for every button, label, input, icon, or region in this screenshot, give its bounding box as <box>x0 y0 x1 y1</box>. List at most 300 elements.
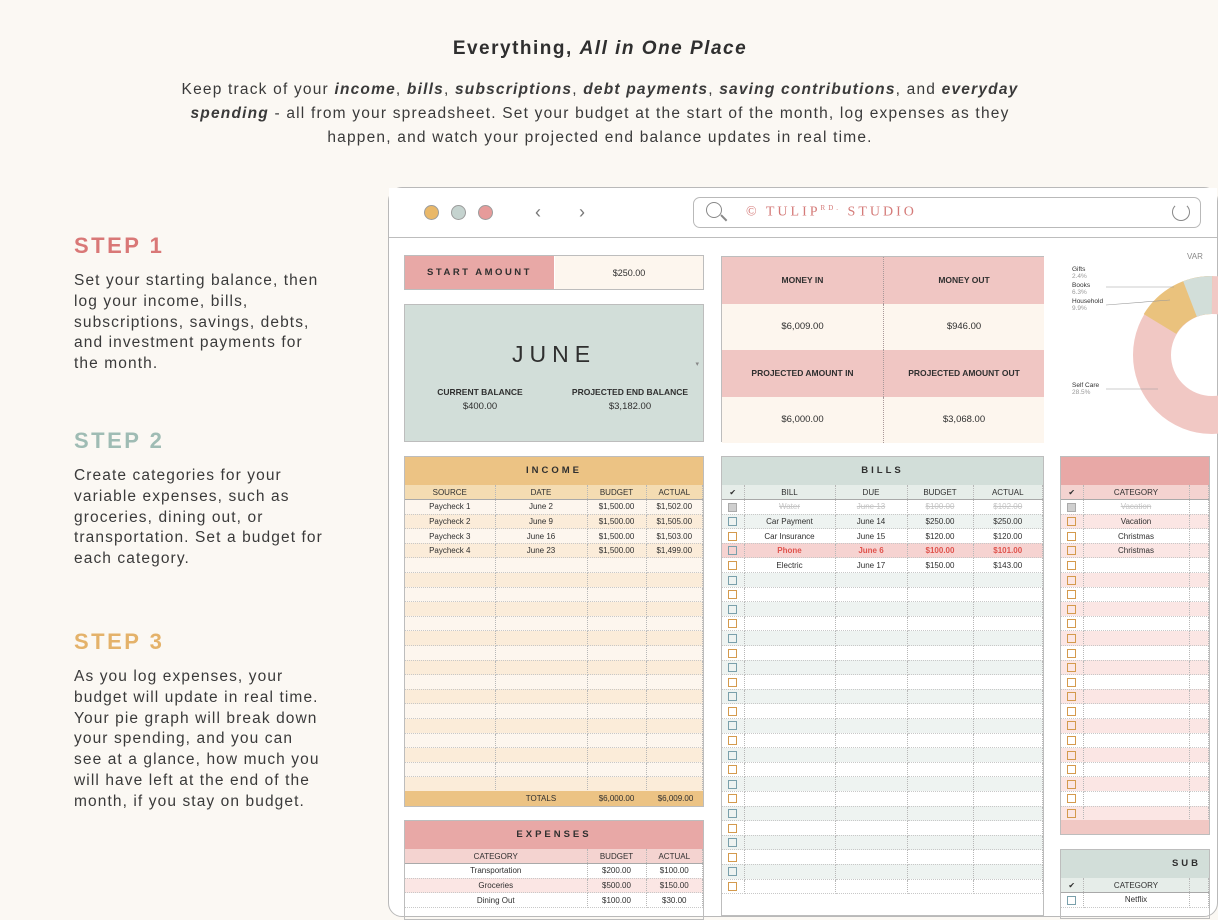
table-cell[interactable] <box>835 835 907 850</box>
table-cell[interactable] <box>907 602 973 617</box>
table-cell[interactable] <box>405 704 495 719</box>
checkbox[interactable] <box>728 824 737 833</box>
table-cell[interactable] <box>1189 529 1209 544</box>
month-title[interactable]: JUNE <box>511 341 597 367</box>
table-cell[interactable] <box>1189 762 1209 777</box>
table-cell[interactable] <box>405 675 495 690</box>
checkbox[interactable] <box>1067 707 1076 716</box>
table-cell[interactable] <box>744 835 835 850</box>
table-cell[interactable] <box>835 631 907 646</box>
checkbox[interactable] <box>1067 605 1076 614</box>
back-chevron-icon[interactable]: ‹ <box>535 202 541 222</box>
table-cell[interactable] <box>744 791 835 806</box>
table-cell[interactable]: Groceries <box>405 878 587 893</box>
table-cell[interactable]: Car Payment <box>744 514 835 529</box>
table-cell[interactable] <box>907 821 973 836</box>
checkbox[interactable] <box>728 517 737 526</box>
table-cell[interactable] <box>907 616 973 631</box>
table-cell[interactable] <box>835 646 907 661</box>
table-cell[interactable]: $1,500.00 <box>587 514 646 529</box>
table-cell[interactable] <box>495 748 587 763</box>
window-dot-red[interactable] <box>478 205 493 220</box>
table-cell[interactable] <box>1189 689 1209 704</box>
table-cell[interactable] <box>744 733 835 748</box>
checkbox[interactable] <box>728 692 737 701</box>
table-cell[interactable] <box>907 762 973 777</box>
table-cell[interactable]: June 16 <box>495 529 587 544</box>
table-cell[interactable] <box>835 791 907 806</box>
table-cell[interactable] <box>973 660 1043 675</box>
table-cell[interactable] <box>405 748 495 763</box>
checkbox[interactable] <box>728 678 737 687</box>
table-cell[interactable] <box>973 806 1043 821</box>
checkbox[interactable] <box>728 663 737 672</box>
table-cell[interactable] <box>744 689 835 704</box>
table-cell[interactable] <box>744 602 835 617</box>
checkbox[interactable] <box>1067 576 1076 585</box>
table-cell[interactable] <box>646 616 703 631</box>
table-cell[interactable] <box>907 864 973 879</box>
table-cell[interactable] <box>835 719 907 734</box>
table-cell[interactable] <box>405 587 495 602</box>
table-cell[interactable] <box>1189 543 1209 558</box>
table-cell[interactable] <box>973 573 1043 588</box>
table-cell[interactable]: $100.00 <box>907 500 973 515</box>
table-cell[interactable] <box>495 616 587 631</box>
table-cell[interactable] <box>973 719 1043 734</box>
table-cell[interactable] <box>1189 733 1209 748</box>
table-cell[interactable]: Car Insurance <box>744 529 835 544</box>
reload-icon[interactable] <box>1172 203 1190 221</box>
table-cell[interactable] <box>587 762 646 777</box>
table-cell[interactable] <box>587 748 646 763</box>
table-cell[interactable]: $120.00 <box>973 529 1043 544</box>
table-cell[interactable] <box>973 689 1043 704</box>
table-cell[interactable]: June 14 <box>835 514 907 529</box>
table-cell[interactable] <box>744 879 835 894</box>
table-cell[interactable] <box>744 762 835 777</box>
table-cell[interactable] <box>587 602 646 617</box>
checkbox[interactable] <box>728 619 737 628</box>
checkbox[interactable] <box>728 590 737 599</box>
table-cell[interactable]: June 23 <box>495 543 587 558</box>
table-cell[interactable] <box>1189 631 1209 646</box>
table-cell[interactable] <box>1189 558 1209 573</box>
table-cell[interactable] <box>646 558 703 573</box>
table-cell[interactable] <box>907 791 973 806</box>
table-cell[interactable] <box>1083 719 1189 734</box>
table-cell[interactable] <box>744 806 835 821</box>
table-cell[interactable] <box>973 675 1043 690</box>
table-cell[interactable] <box>646 689 703 704</box>
table-cell[interactable] <box>495 762 587 777</box>
table-cell[interactable] <box>405 719 495 734</box>
table-cell[interactable]: June 6 <box>835 543 907 558</box>
table-cell[interactable] <box>495 573 587 588</box>
table-cell[interactable] <box>495 733 587 748</box>
table-cell[interactable] <box>587 587 646 602</box>
checkbox[interactable] <box>728 649 737 658</box>
table-cell[interactable] <box>973 646 1043 661</box>
table-cell[interactable] <box>405 602 495 617</box>
table-cell[interactable]: $150.00 <box>646 878 703 893</box>
table-cell[interactable] <box>1083 587 1189 602</box>
table-cell[interactable]: $150.00 <box>907 558 973 573</box>
checkbox[interactable] <box>728 634 737 643</box>
table-cell[interactable] <box>973 602 1043 617</box>
table-cell[interactable] <box>495 631 587 646</box>
table-cell[interactable] <box>587 689 646 704</box>
table-cell[interactable] <box>1189 514 1209 529</box>
table-cell[interactable] <box>495 704 587 719</box>
checkbox[interactable] <box>1067 809 1076 818</box>
checkbox[interactable] <box>728 561 737 570</box>
table-cell[interactable] <box>973 587 1043 602</box>
table-cell[interactable] <box>587 573 646 588</box>
checkbox[interactable] <box>728 721 737 730</box>
table-cell[interactable]: Paycheck 3 <box>405 529 495 544</box>
table-cell[interactable] <box>495 660 587 675</box>
table-cell[interactable]: $143.00 <box>973 558 1043 573</box>
table-cell[interactable] <box>1083 558 1189 573</box>
table-cell[interactable] <box>646 748 703 763</box>
table-cell[interactable] <box>405 573 495 588</box>
table-cell[interactable]: $120.00 <box>907 529 973 544</box>
table-cell[interactable] <box>1189 500 1209 515</box>
table-cell[interactable] <box>835 748 907 763</box>
table-cell[interactable] <box>646 733 703 748</box>
table-cell[interactable]: Electric <box>744 558 835 573</box>
table-cell[interactable] <box>835 587 907 602</box>
table-cell[interactable] <box>835 879 907 894</box>
window-dot-grey[interactable] <box>451 205 466 220</box>
table-cell[interactable] <box>835 689 907 704</box>
table-cell[interactable]: Vacation <box>1083 500 1189 515</box>
table-cell[interactable] <box>973 616 1043 631</box>
checkbox[interactable] <box>1067 503 1076 512</box>
checkbox[interactable] <box>728 751 737 760</box>
table-cell[interactable] <box>495 777 587 792</box>
table-cell[interactable] <box>405 558 495 573</box>
checkbox[interactable] <box>728 532 737 541</box>
table-cell[interactable] <box>744 864 835 879</box>
table-cell[interactable]: Christmas <box>1083 543 1189 558</box>
table-cell[interactable] <box>1083 675 1189 690</box>
table-cell[interactable] <box>973 631 1043 646</box>
table-cell[interactable] <box>744 631 835 646</box>
table-cell[interactable] <box>973 879 1043 894</box>
table-cell[interactable]: $200.00 <box>587 864 646 879</box>
table-cell[interactable]: $1,500.00 <box>587 500 646 515</box>
table-cell[interactable]: Vacation <box>1083 514 1189 529</box>
table-cell[interactable] <box>1083 631 1189 646</box>
table-cell[interactable] <box>907 704 973 719</box>
table-cell[interactable] <box>907 660 973 675</box>
checkbox[interactable] <box>1067 649 1076 658</box>
table-cell[interactable] <box>907 806 973 821</box>
table-cell[interactable] <box>1189 675 1209 690</box>
table-cell[interactable] <box>587 646 646 661</box>
checkbox[interactable] <box>728 576 737 585</box>
table-cell[interactable] <box>907 646 973 661</box>
table-cell[interactable]: June 15 <box>835 529 907 544</box>
table-cell[interactable] <box>405 733 495 748</box>
table-cell[interactable] <box>1083 660 1189 675</box>
table-cell[interactable]: $100.00 <box>646 864 703 879</box>
table-cell[interactable] <box>907 573 973 588</box>
table-cell[interactable] <box>973 791 1043 806</box>
table-cell[interactable] <box>1083 646 1189 661</box>
table-cell[interactable]: $1,505.00 <box>646 514 703 529</box>
table-cell[interactable] <box>835 602 907 617</box>
address-bar[interactable] <box>693 197 1201 228</box>
table-cell[interactable]: $1,499.00 <box>646 543 703 558</box>
table-cell[interactable] <box>587 733 646 748</box>
table-cell[interactable] <box>495 646 587 661</box>
table-cell[interactable] <box>907 719 973 734</box>
table-cell[interactable] <box>907 631 973 646</box>
table-cell[interactable] <box>646 660 703 675</box>
table-cell[interactable] <box>587 660 646 675</box>
table-cell[interactable] <box>587 777 646 792</box>
checkbox[interactable] <box>1067 692 1076 701</box>
checkbox[interactable] <box>728 867 737 876</box>
checkbox[interactable] <box>1067 765 1076 774</box>
checkbox[interactable] <box>1067 751 1076 760</box>
window-dot-yellow[interactable] <box>424 205 439 220</box>
table-cell[interactable]: $1,500.00 <box>587 543 646 558</box>
table-cell[interactable] <box>973 733 1043 748</box>
table-cell[interactable] <box>587 631 646 646</box>
table-cell[interactable] <box>646 646 703 661</box>
table-cell[interactable] <box>1083 704 1189 719</box>
table-cell[interactable]: June 13 <box>835 500 907 515</box>
table-cell[interactable]: $30.00 <box>646 893 703 908</box>
table-cell[interactable] <box>405 660 495 675</box>
table-cell[interactable] <box>587 616 646 631</box>
table-cell[interactable] <box>744 573 835 588</box>
table-cell[interactable] <box>587 558 646 573</box>
table-cell[interactable] <box>907 850 973 865</box>
table-cell[interactable] <box>744 675 835 690</box>
table-cell[interactable] <box>495 602 587 617</box>
table-cell[interactable]: $250.00 <box>973 514 1043 529</box>
checkbox[interactable] <box>728 503 737 512</box>
table-cell[interactable] <box>646 777 703 792</box>
table-cell[interactable] <box>973 821 1043 836</box>
table-cell[interactable]: $250.00 <box>907 514 973 529</box>
table-cell[interactable] <box>1189 748 1209 763</box>
table-cell[interactable]: $100.00 <box>587 893 646 908</box>
checkbox[interactable] <box>1067 736 1076 745</box>
table-cell[interactable] <box>907 835 973 850</box>
checkbox[interactable] <box>1067 590 1076 599</box>
table-cell[interactable] <box>744 777 835 792</box>
table-cell[interactable] <box>1083 602 1189 617</box>
checkbox[interactable] <box>728 882 737 891</box>
table-cell[interactable] <box>495 675 587 690</box>
table-cell[interactable] <box>973 762 1043 777</box>
checkbox[interactable] <box>1067 780 1076 789</box>
checkbox[interactable] <box>1067 532 1076 541</box>
table-cell[interactable] <box>646 704 703 719</box>
table-cell[interactable] <box>405 631 495 646</box>
table-cell[interactable] <box>744 821 835 836</box>
table-cell[interactable] <box>1083 748 1189 763</box>
table-cell[interactable]: Netflix <box>1083 893 1189 908</box>
table-cell[interactable] <box>1083 689 1189 704</box>
table-cell[interactable] <box>835 806 907 821</box>
table-cell[interactable] <box>1189 806 1209 821</box>
table-cell[interactable] <box>907 748 973 763</box>
table-cell[interactable] <box>1189 791 1209 806</box>
table-cell[interactable] <box>744 646 835 661</box>
table-cell[interactable] <box>587 704 646 719</box>
table-cell[interactable]: Dining Out <box>405 893 587 908</box>
table-cell[interactable] <box>587 719 646 734</box>
table-cell[interactable] <box>1189 646 1209 661</box>
table-cell[interactable] <box>1083 777 1189 792</box>
table-cell[interactable] <box>973 777 1043 792</box>
table-cell[interactable] <box>405 646 495 661</box>
table-cell[interactable] <box>973 864 1043 879</box>
forward-chevron-icon[interactable]: › <box>579 202 585 222</box>
table-cell[interactable] <box>835 733 907 748</box>
table-cell[interactable] <box>1083 616 1189 631</box>
checkbox[interactable] <box>728 765 737 774</box>
checkbox[interactable] <box>1067 663 1076 672</box>
table-cell[interactable]: $1,500.00 <box>587 529 646 544</box>
table-cell[interactable]: $102.00 <box>973 500 1043 515</box>
table-cell[interactable] <box>646 631 703 646</box>
table-cell[interactable] <box>907 733 973 748</box>
table-cell[interactable] <box>405 616 495 631</box>
table-cell[interactable] <box>1083 733 1189 748</box>
checkbox[interactable] <box>728 794 737 803</box>
table-cell[interactable] <box>744 616 835 631</box>
checkbox[interactable] <box>1067 721 1076 730</box>
table-cell[interactable] <box>744 719 835 734</box>
month-dropdown-icon[interactable]: ▾ <box>695 361 699 368</box>
table-cell[interactable] <box>973 748 1043 763</box>
table-cell[interactable] <box>1083 762 1189 777</box>
table-cell[interactable] <box>405 689 495 704</box>
checkbox[interactable] <box>728 605 737 614</box>
table-cell[interactable]: Water <box>744 500 835 515</box>
table-cell[interactable]: Christmas <box>1083 529 1189 544</box>
start-amount-value[interactable]: $250.00 <box>555 256 703 289</box>
table-cell[interactable]: Paycheck 4 <box>405 543 495 558</box>
checkbox[interactable] <box>728 838 737 847</box>
table-cell[interactable] <box>1189 573 1209 588</box>
table-cell[interactable] <box>835 864 907 879</box>
checkbox[interactable] <box>728 707 737 716</box>
table-cell[interactable] <box>835 762 907 777</box>
table-cell[interactable] <box>907 587 973 602</box>
table-cell[interactable]: $500.00 <box>587 878 646 893</box>
checkbox[interactable] <box>728 780 737 789</box>
table-cell[interactable] <box>835 821 907 836</box>
table-cell[interactable] <box>835 573 907 588</box>
table-cell[interactable] <box>835 704 907 719</box>
table-cell[interactable] <box>835 850 907 865</box>
table-cell[interactable] <box>907 689 973 704</box>
table-cell[interactable] <box>744 850 835 865</box>
table-cell[interactable] <box>646 602 703 617</box>
table-cell[interactable] <box>907 675 973 690</box>
table-cell[interactable] <box>405 777 495 792</box>
table-cell[interactable] <box>405 762 495 777</box>
table-cell[interactable]: June 17 <box>835 558 907 573</box>
table-cell[interactable] <box>587 675 646 690</box>
table-cell[interactable]: June 9 <box>495 514 587 529</box>
table-cell[interactable] <box>495 558 587 573</box>
table-cell[interactable] <box>1083 806 1189 821</box>
table-cell[interactable] <box>973 704 1043 719</box>
table-cell[interactable] <box>1189 616 1209 631</box>
table-cell[interactable] <box>1083 791 1189 806</box>
table-cell[interactable] <box>646 762 703 777</box>
table-cell[interactable] <box>1189 587 1209 602</box>
table-cell[interactable] <box>646 719 703 734</box>
table-cell[interactable] <box>835 660 907 675</box>
table-cell[interactable]: $1,502.00 <box>646 500 703 515</box>
table-cell[interactable] <box>1189 704 1209 719</box>
checkbox[interactable] <box>1067 517 1076 526</box>
table-cell[interactable] <box>1083 573 1189 588</box>
table-cell[interactable] <box>907 777 973 792</box>
checkbox[interactable] <box>1067 619 1076 628</box>
checkbox[interactable] <box>728 736 737 745</box>
table-cell[interactable] <box>744 587 835 602</box>
table-cell[interactable] <box>646 587 703 602</box>
table-cell[interactable] <box>835 675 907 690</box>
table-cell[interactable] <box>1189 719 1209 734</box>
checkbox[interactable] <box>728 546 737 555</box>
table-cell[interactable] <box>1189 602 1209 617</box>
table-cell[interactable]: Paycheck 1 <box>405 500 495 515</box>
table-cell[interactable] <box>495 587 587 602</box>
table-cell[interactable] <box>744 660 835 675</box>
checkbox[interactable] <box>1067 678 1076 687</box>
table-cell[interactable] <box>907 879 973 894</box>
checkbox[interactable] <box>728 853 737 862</box>
table-cell[interactable]: June 2 <box>495 500 587 515</box>
table-cell[interactable] <box>835 777 907 792</box>
checkbox[interactable] <box>728 809 737 818</box>
table-cell[interactable]: Paycheck 2 <box>405 514 495 529</box>
table-cell[interactable] <box>646 573 703 588</box>
checkbox[interactable] <box>1067 794 1076 803</box>
table-cell[interactable] <box>973 835 1043 850</box>
table-cell[interactable]: Transportation <box>405 864 587 879</box>
table-cell[interactable]: $100.00 <box>907 543 973 558</box>
table-cell[interactable]: $1,503.00 <box>646 529 703 544</box>
checkbox[interactable] <box>1067 546 1076 555</box>
table-cell[interactable]: Phone <box>744 543 835 558</box>
table-cell[interactable] <box>1189 893 1209 908</box>
table-cell[interactable] <box>744 748 835 763</box>
checkbox[interactable] <box>1067 634 1076 643</box>
table-cell[interactable] <box>1189 777 1209 792</box>
checkbox[interactable] <box>1067 561 1076 570</box>
table-cell[interactable] <box>495 719 587 734</box>
table-cell[interactable] <box>495 689 587 704</box>
table-cell[interactable] <box>744 704 835 719</box>
checkbox[interactable] <box>1067 896 1076 905</box>
table-cell[interactable] <box>973 850 1043 865</box>
table-cell[interactable] <box>835 616 907 631</box>
